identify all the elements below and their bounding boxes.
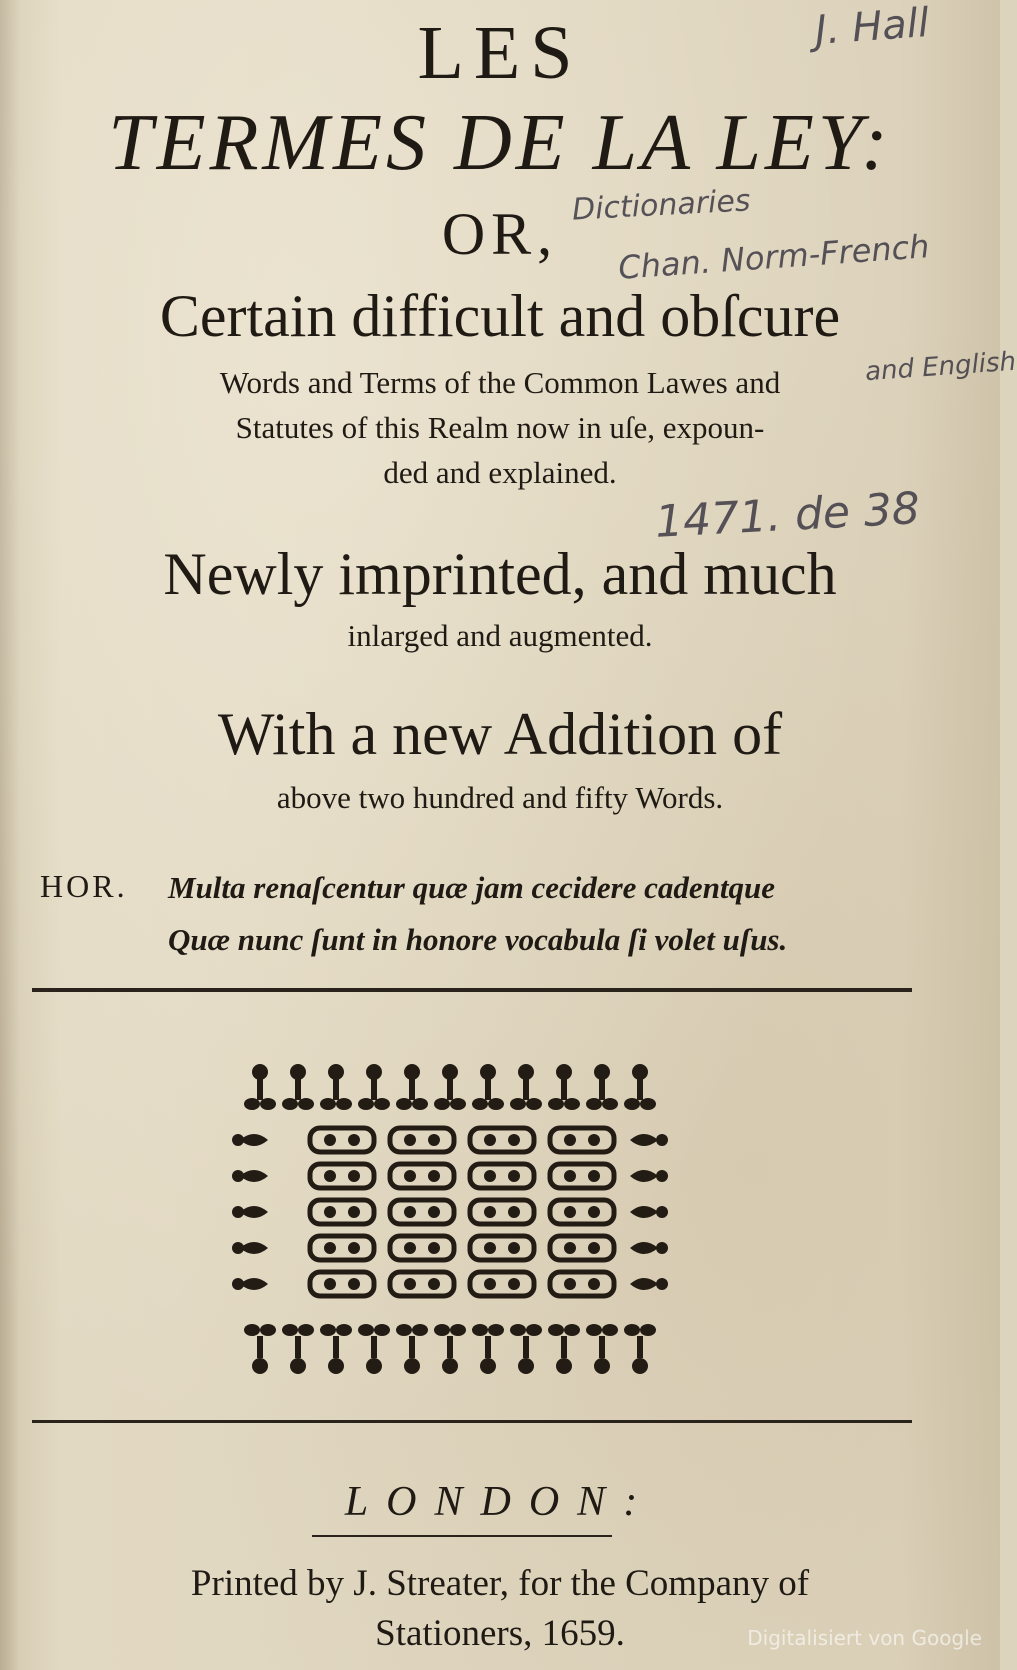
title-or: OR, <box>441 201 559 267</box>
imprint-place: LONDON: <box>344 1479 656 1525</box>
handwritten-subject-1: Dictionaries <box>571 183 752 228</box>
handwritten-shelfmark: J. Hall <box>813 0 931 54</box>
subtitle-explained-line: ded and explained. <box>383 455 617 490</box>
new-addition-line: With a new Addition of <box>217 701 783 767</box>
title-termes-de-la-ley: TERMES DE LA LEY: <box>108 99 892 187</box>
imprint-date: Stationers, 1659. <box>375 1613 625 1654</box>
subtitle-certain-difficult: Certain difficult and obſcure <box>159 283 841 349</box>
divider-rule-place <box>312 1535 612 1537</box>
handwritten-subject-2: Chan. Norm-French <box>617 227 931 287</box>
above-words-line: above two hundred and fifty Words. <box>276 780 724 815</box>
epigraph-attribution: HOR. <box>40 868 128 904</box>
subtitle-statutes-line: Statutes of this Realm now in uſe, expoun- <box>235 410 765 445</box>
epigraph-line-2: Quæ nunc ſunt in honore vocabula ſi volet uſus. <box>168 922 788 957</box>
imprint-printer: Printed by J. Streater, for the Company of <box>190 1563 810 1604</box>
printers-ornament-icon <box>230 1060 670 1390</box>
newly-imprinted-line: Newly imprinted, and much <box>163 541 837 607</box>
inlarged-line: inlarged and augmented. <box>347 618 653 653</box>
title-les: LES <box>417 11 583 95</box>
divider-rule-bottom <box>32 1420 912 1423</box>
divider-rule-top <box>32 988 912 992</box>
google-watermark: Digitalisiert von Google <box>747 1626 982 1650</box>
handwritten-subject-3: and English <box>864 346 1017 388</box>
epigraph-line-1: Multa renaſcentur quæ jam cecidere cadentque <box>168 870 776 905</box>
subtitle-words-line: Words and Terms of the Common Lawes and <box>219 365 781 400</box>
handwritten-call-number: 1471. de 38 <box>653 483 922 548</box>
